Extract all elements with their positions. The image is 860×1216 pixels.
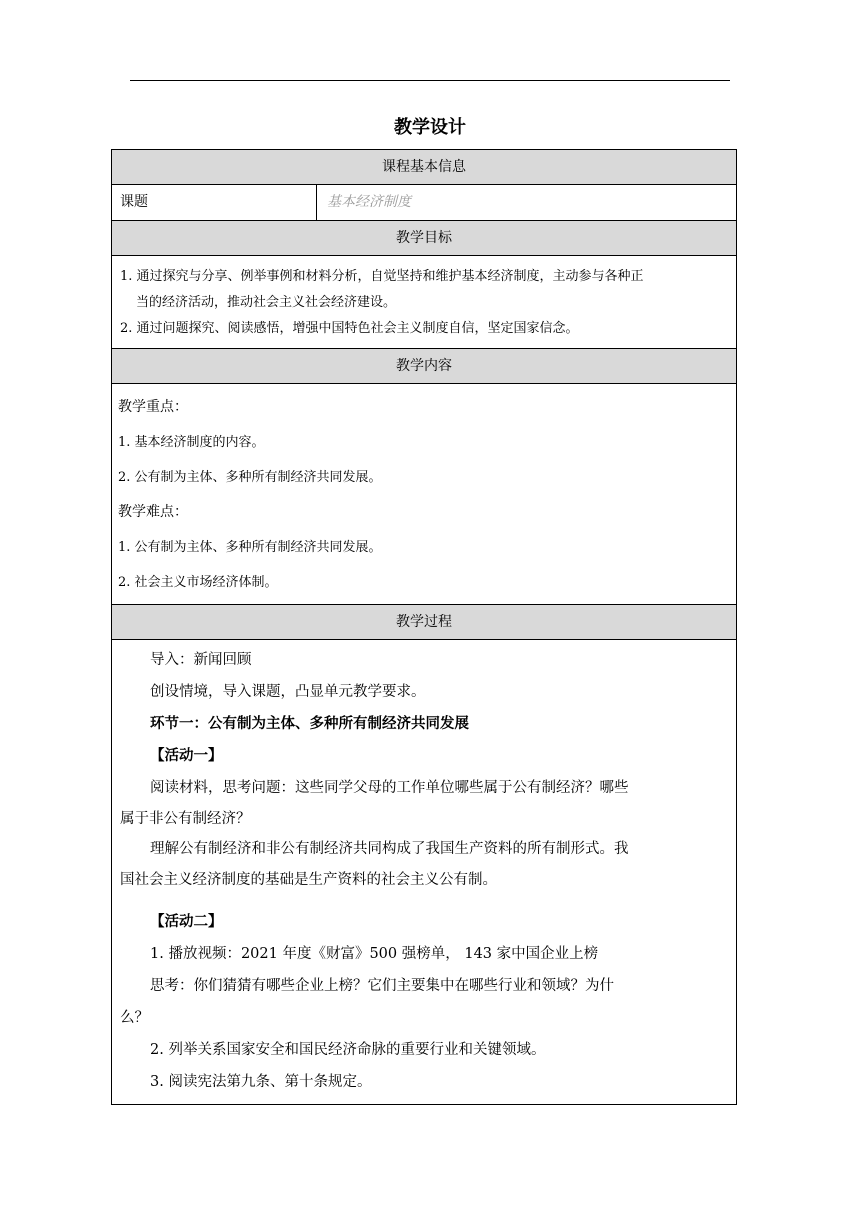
goal-line: 2. 通过问题探究、阅读感悟，增强中国特色社会主义制度自信，坚定国家信念。 bbox=[120, 321, 579, 336]
activity2-title: 【活动二】 bbox=[150, 913, 223, 930]
document-title: 教学设计 bbox=[394, 117, 466, 138]
activity1-title: 【活动一】 bbox=[150, 747, 223, 764]
intro-line: 导入：新闻回顾 bbox=[150, 652, 252, 668]
activity2-think: 么？ bbox=[120, 1010, 149, 1026]
intro-desc: 创设情境，导入课题，凸显单元教学要求。 bbox=[150, 684, 426, 700]
difficult-points-label: 教学难点： bbox=[118, 504, 188, 520]
process-section bbox=[112, 640, 736, 1104]
difficult-point-item: 1. 公有制为主体、多种所有制经济共同发展。 bbox=[118, 540, 382, 555]
basic-info-header: 课程基本信息 bbox=[112, 150, 736, 185]
lesson-plan-table bbox=[111, 149, 737, 1105]
topic-label: 课题 bbox=[112, 185, 317, 220]
section1-title: 环节一：公有制为主体、多种所有制经济共同发展 bbox=[150, 715, 469, 732]
process-header: 教学过程 bbox=[112, 605, 736, 640]
activity1-line: 阅读材料，思考问题：这些同学父母的工作单位哪些属于公有制经济？哪些 bbox=[150, 780, 629, 796]
goals-header: 教学目标 bbox=[112, 221, 736, 256]
topic-value[interactable]: 基本经济制度 bbox=[327, 194, 411, 210]
header-rule bbox=[130, 80, 730, 81]
activity2-item: 3. 阅读宪法第九条、第十条规定。 bbox=[150, 1074, 372, 1090]
activity1-line: 理解公有制经济和非公有制经济共同构成了我国生产资料的所有制形式。我 bbox=[150, 841, 629, 857]
goal-line: 当的经济活动，推动社会主义社会经济建设。 bbox=[136, 295, 397, 310]
activity2-item: 2. 列举关系国家安全和国民经济命脉的重要行业和关键领域。 bbox=[150, 1042, 546, 1058]
difficult-point-item: 2. 社会主义市场经济体制。 bbox=[118, 575, 278, 590]
content-section bbox=[112, 384, 736, 605]
content-header: 教学内容 bbox=[112, 349, 736, 384]
activity1-line: 属于非公有制经济？ bbox=[120, 811, 251, 827]
key-points-label: 教学重点： bbox=[118, 399, 188, 415]
topic-row bbox=[112, 185, 736, 221]
key-point-item: 2. 公有制为主体、多种所有制经济共同发展。 bbox=[118, 470, 382, 485]
key-point-item: 1. 基本经济制度的内容。 bbox=[118, 435, 265, 450]
goal-line: 1. 通过探究与分享、例举事例和材料分析，自觉坚持和维护基本经济制度，主动参与各种正 bbox=[120, 269, 644, 284]
activity2-think: 思考：你们猜猜有哪些企业上榜？它们主要集中在哪些行业和领域？为什 bbox=[150, 978, 614, 994]
goals-section bbox=[112, 256, 736, 349]
activity2-item: 1. 播放视频：2021 年度《财富》500 强榜单， 143 家中国企业上榜 bbox=[150, 946, 599, 962]
activity1-line: 国社会主义经济制度的基础是生产资料的社会主义公有制。 bbox=[120, 872, 497, 888]
